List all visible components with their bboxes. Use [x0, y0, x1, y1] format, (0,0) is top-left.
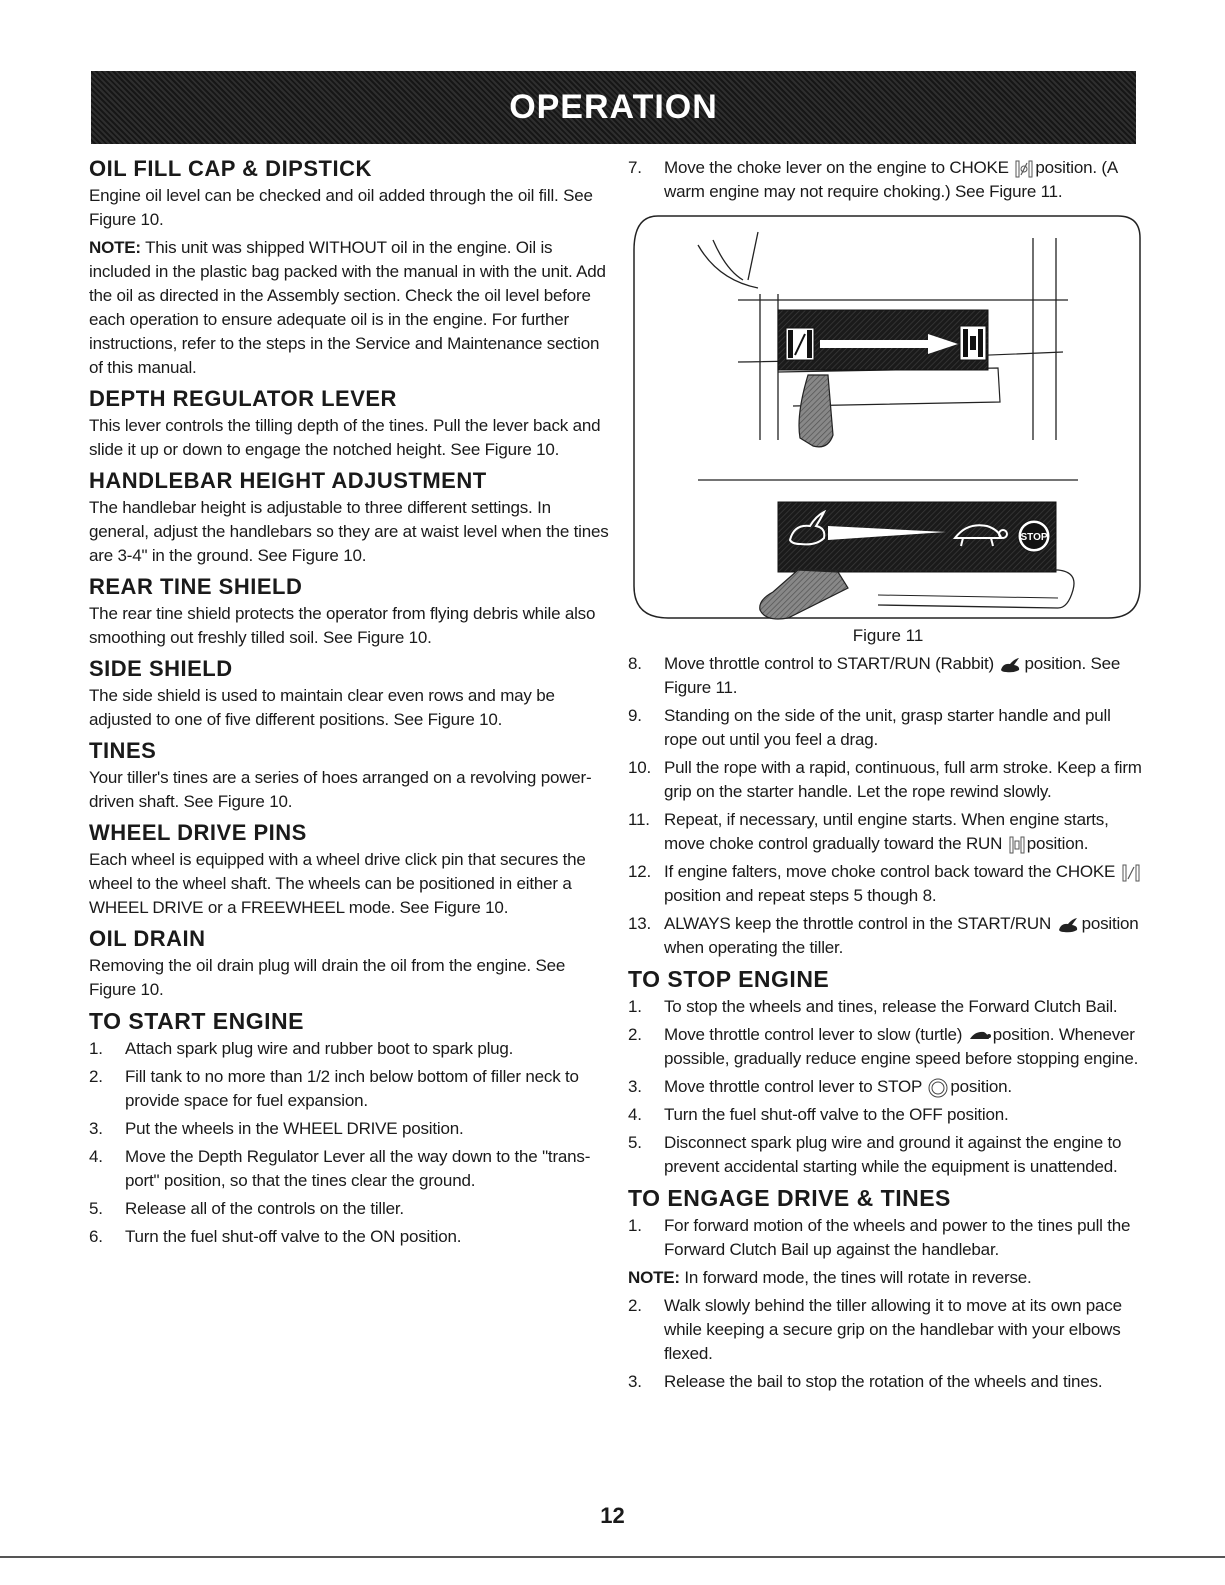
page-number: 12	[600, 1503, 625, 1528]
note-label: NOTE:	[89, 238, 141, 257]
list-item: 10. Pull the rope with a rapid, continuous, full arm stroke. Keep a firm grip on the starter handle. Let the rope rewind slowly.	[628, 758, 1142, 801]
figure-caption: Figure 11	[852, 626, 924, 645]
list-item: 13. ALWAYS keep the throttle control in the START/RUN position when operating the tiller.	[628, 914, 1139, 957]
heading-side-shield: SIDE SHIELD	[89, 656, 233, 681]
list-item: 11. Repeat, if necessary, until engine starts. When engine starts, move choke control gradually toward the RUN position.	[628, 810, 1109, 853]
list-item: 5. Release all of the controls on the tiller.	[89, 1199, 404, 1218]
list-item: 1. To stop the wheels and tines, release the Forward Clutch Bail.	[628, 997, 1118, 1016]
engage-drive-list	[628, 1214, 1148, 1262]
handlebar-text: The handlebar height is adjustable to three different settings. In general, adjust the handlebars so they are at waist level when the tines are 3-4" in the ground. See Figure 10.	[89, 498, 609, 565]
heading-tines: TINES	[89, 738, 157, 763]
stop-icon	[928, 1078, 948, 1098]
heading-start-engine: TO START ENGINE	[89, 1008, 304, 1034]
stop-engine-list	[628, 995, 1148, 1179]
list-item: 3. Move throttle control lever to STOP position.	[628, 1077, 1012, 1096]
stop-icon-label: STOP	[1020, 532, 1048, 543]
start-engine-list	[89, 1037, 609, 1249]
engage-drive-list-2	[628, 1294, 1148, 1394]
start-engine-list-continued-2	[628, 652, 1148, 960]
bottom-divider	[0, 1556, 1225, 1558]
rabbit-icon	[1058, 917, 1080, 933]
heading-handlebar: HANDLEBAR HEIGHT ADJUSTMENT	[89, 468, 487, 493]
list-item: 1. Attach spark plug wire and rubber boot to spark plug.	[89, 1039, 514, 1058]
note-label: NOTE:	[628, 1268, 680, 1287]
oil-fill-note	[89, 236, 609, 380]
list-item: 2. Walk slowly behind the tiller allowing it to move at its own pace while keeping a secure grip on the handlebar with your elbows flexed.	[628, 1296, 1122, 1363]
figure-11-illustration	[628, 210, 1148, 626]
list-item: 7. Move the choke lever on the engine to CHOKE position. (A warm engine may not require choking.) See Figure 11.	[628, 158, 1118, 201]
list-item: 12. If engine falters, move choke control back toward the CHOKE position and repeat steps 5 though 8.	[628, 860, 1148, 908]
choke-icon	[1122, 864, 1140, 882]
right-column	[628, 156, 1148, 1398]
list-item: 2. Move throttle control lever to slow (turtle) position. Whenever possible, gradually reduce engine speed before stopping engine.	[628, 1025, 1139, 1068]
heading-wheel-drive-pins: WHEEL DRIVE PINS	[89, 820, 307, 845]
oil-fill-text: Engine oil level can be checked and oil added through the oil fill. See Figure 10.	[89, 186, 593, 229]
oil-drain-text: Removing the oil drain plug will drain the oil from the engine. See Figure 10.	[89, 956, 566, 999]
depth-text: This lever controls the tilling depth of the tines. Pull the lever back and slide it up or down to engage the notched height. See Figure 10.	[89, 416, 601, 459]
start-engine-list-continued	[628, 156, 1148, 204]
header-banner	[91, 71, 1136, 144]
side-shield-text: The side shield is used to maintain clear even rows and may be adjusted to one of five different positions. See Figure 10.	[89, 686, 555, 729]
heading-stop-engine: TO STOP ENGINE	[628, 966, 830, 992]
note-text: In forward mode, the tines will rotate in reverse.	[679, 1268, 1032, 1287]
heading-engage-drive: TO ENGAGE DRIVE & TINES	[628, 1185, 951, 1211]
heading-depth-regulator: DEPTH REGULATOR LEVER	[89, 386, 397, 411]
list-item: 3. Put the wheels in the WHEEL DRIVE position.	[89, 1119, 464, 1138]
heading-oil-fill: OIL FILL CAP & DIPSTICK	[89, 156, 372, 181]
list-item: 4. Move the Depth Regulator Lever all the way down to the "trans-port" position, so that the tines clear the ground.	[89, 1147, 591, 1190]
list-item: 9. Standing on the side of the unit, grasp starter handle and pull rope out until you feel a drag.	[628, 706, 1111, 749]
wheel-pins-text: Each wheel is equipped with a wheel drive click pin that secures the wheel to the wheel shaft. The wheels can be positioned in either a WHEEL DRIVE or a FREEWHEEL mode. See Figure 10.	[89, 850, 586, 917]
run-icon	[1009, 836, 1025, 854]
note-text: This unit was shipped WITHOUT oil in the engine. Oil is included in the plastic bag packed with the manual in with the unit. Add the oil as directed in the Assembly section. Check the oil level before each operation to ensure adequate oil is in the engine. For further instructions, refer to the steps in the Service and Maintenance section of this manual.	[89, 238, 606, 377]
list-item: 2. Fill tank to no more than 1/2 inch below bottom of filler neck to provide space for fuel expansion.	[89, 1067, 579, 1110]
choke-icon	[1015, 160, 1033, 178]
left-column	[89, 152, 609, 1253]
list-item: 1. For forward motion of the wheels and power to the tines pull the Forward Clutch Bail up against the handlebar.	[628, 1216, 1131, 1259]
rabbit-icon	[1000, 657, 1022, 673]
heading-oil-drain: OIL DRAIN	[89, 926, 206, 951]
list-item: 6. Turn the fuel shut-off valve to the ON position.	[89, 1227, 462, 1246]
list-item: 3. Release the bail to stop the rotation of the wheels and tines.	[628, 1372, 1103, 1391]
list-item: 8. Move throttle control to START/RUN (Rabbit) position. See Figure 11.	[628, 654, 1121, 697]
heading-rear-tine-shield: REAR TINE SHIELD	[89, 574, 303, 599]
page-title: OPERATION	[509, 88, 718, 126]
tines-text: Your tiller's tines are a series of hoes arranged on a revolving power-driven shaft. See Figure 10.	[89, 768, 592, 811]
engage-note	[628, 1266, 1148, 1290]
list-item: 4. Turn the fuel shut-off valve to the OFF position.	[628, 1105, 1009, 1124]
list-item: 5. Disconnect spark plug wire and ground it against the engine to prevent accidental starting while the equipment is unattended.	[628, 1133, 1122, 1176]
rear-shield-text: The rear tine shield protects the operator from flying debris while also smoothing out freshly tilled soil. See Figure 10.	[89, 604, 596, 647]
figure-11	[628, 210, 1148, 626]
turtle-icon	[969, 1030, 991, 1042]
